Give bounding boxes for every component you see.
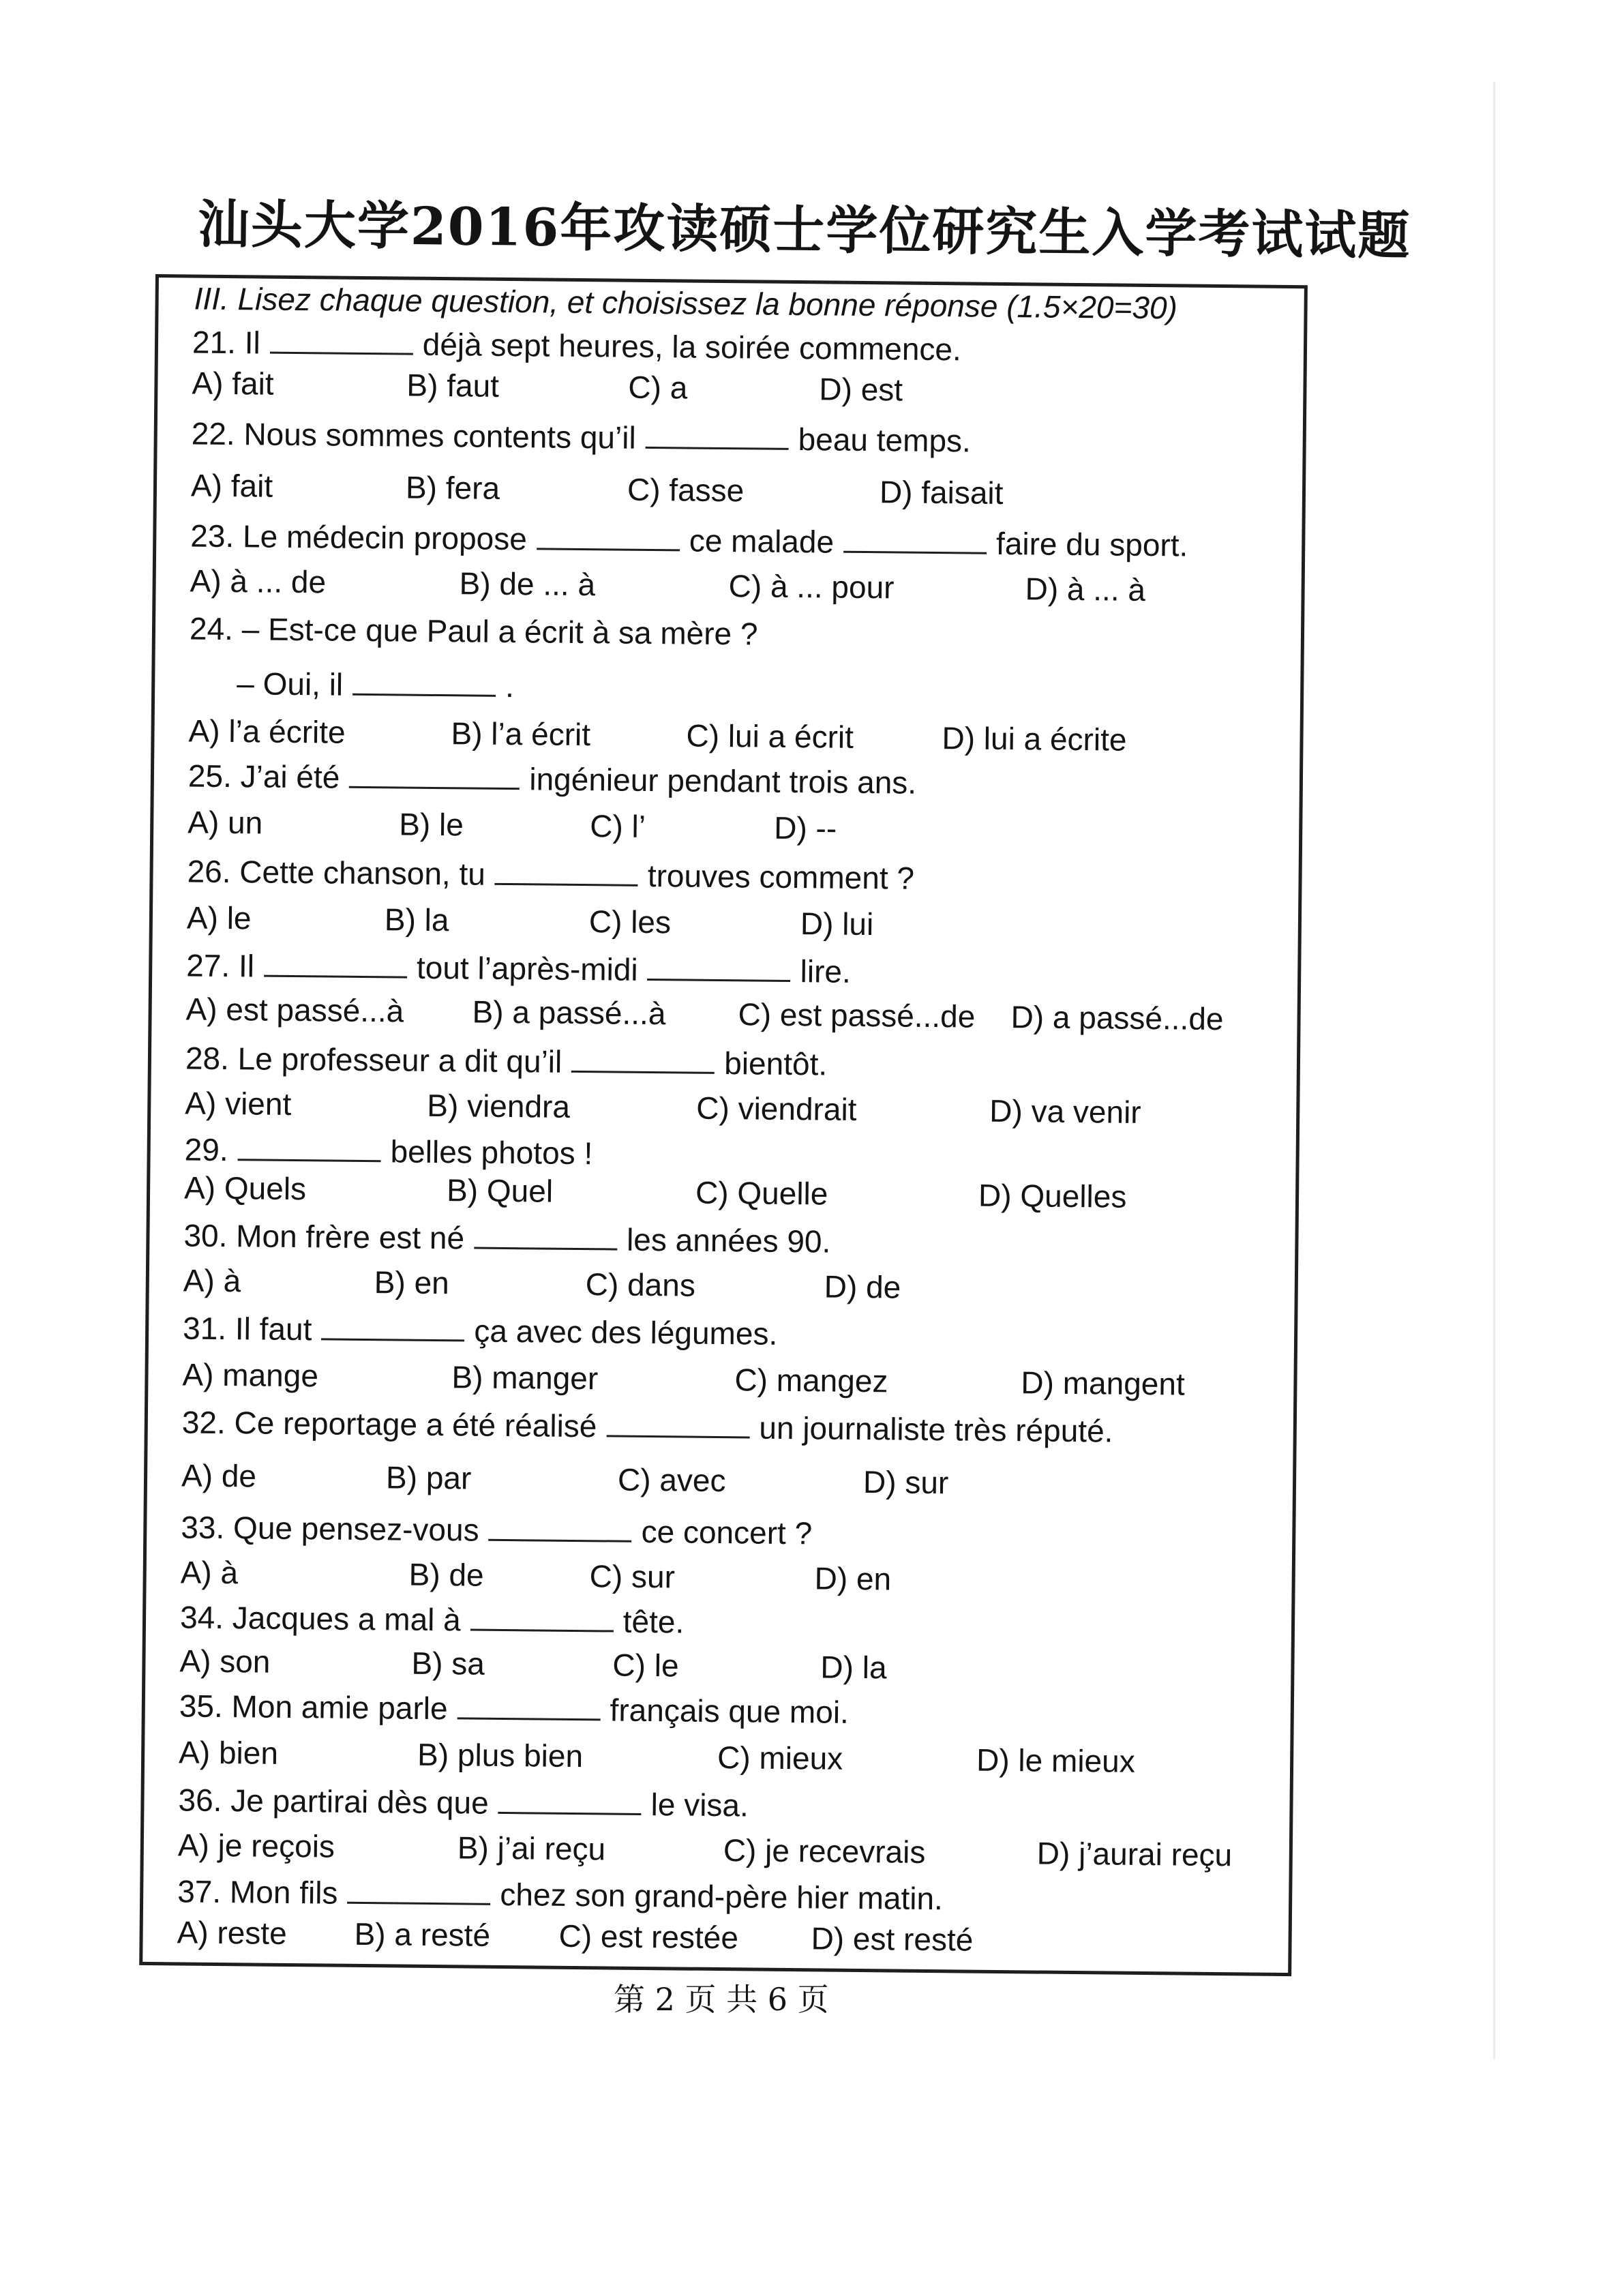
question-text: trouves comment ? <box>647 857 915 896</box>
question-text: 27. Il <box>186 947 255 984</box>
option-d: D) -- <box>774 809 837 846</box>
answer-blank <box>237 1135 380 1162</box>
answer-blank <box>352 670 496 697</box>
option-b: B) l’a écrit <box>451 715 591 753</box>
answer-blank <box>264 952 407 979</box>
question-text: – Oui, il <box>236 666 344 702</box>
question-30-options <box>183 1262 1261 1311</box>
question-37 <box>177 1873 943 1917</box>
answer-blank <box>270 329 413 355</box>
option-c: C) je recevrais <box>723 1832 926 1870</box>
option-d: D) va venir <box>989 1092 1141 1130</box>
option-d: D) la <box>820 1649 887 1686</box>
exam-title: 汕头大学2016年攻读硕士学位研究生入学考试试题 <box>197 194 1411 267</box>
option-c: C) est passé...de <box>738 996 976 1034</box>
option-b: B) de ... à <box>459 565 596 603</box>
option-d: D) a passé...de <box>1010 999 1224 1037</box>
option-a: A) fait <box>192 365 274 402</box>
question-text: 37. Mon fils <box>177 1873 338 1911</box>
option-b: B) sa <box>411 1645 485 1682</box>
question-21 <box>192 325 961 368</box>
answer-blank <box>646 423 789 450</box>
question-text: 24. – Est-ce que Paul a écrit à sa mère ? <box>189 610 758 652</box>
question-text: 22. Nous sommes contents qu’il <box>191 415 636 456</box>
question-26-options <box>187 899 1264 948</box>
option-b: B) manger <box>451 1359 599 1397</box>
question-text: belles photos ! <box>390 1133 593 1172</box>
question-33 <box>181 1509 812 1551</box>
question-text: un journaliste très réputé. <box>759 1410 1113 1449</box>
question-text: 21. Il <box>192 324 261 361</box>
question-22-options <box>191 468 1268 516</box>
option-d: D) est <box>819 371 903 408</box>
question-text: 28. Le professeur a dit qu’il <box>185 1040 562 1079</box>
option-b: B) plus bien <box>417 1736 584 1774</box>
answer-blank <box>498 1789 642 1815</box>
question-32-options <box>181 1457 1259 1506</box>
question-text: déjà sept heures, la soirée commence. <box>422 326 962 368</box>
question-text: . <box>505 668 515 704</box>
option-c: C) viendrait <box>696 1090 857 1127</box>
question-31 <box>183 1310 778 1352</box>
question-36-options <box>178 1827 1255 1875</box>
question-35-options <box>179 1734 1256 1783</box>
question-29-options <box>184 1169 1261 1218</box>
option-c: C) a <box>628 369 688 406</box>
option-a: A) bien <box>178 1734 279 1771</box>
option-c: C) les <box>588 904 672 940</box>
question-text: 25. J’ai été <box>187 758 340 795</box>
question-frame <box>139 274 1308 1976</box>
option-b: B) de <box>408 1556 484 1593</box>
question-text: 34. Jacques a mal à <box>179 1599 462 1638</box>
option-c: C) lui a écrit <box>686 717 854 755</box>
question-text: 36. Je partirai dès que <box>178 1782 489 1821</box>
option-a: A) l’a écrite <box>188 713 346 750</box>
question-23 <box>190 518 1188 564</box>
question-text: ingénieur pendant trois ans. <box>529 761 917 801</box>
option-b: B) la <box>384 901 449 938</box>
question-text: tout l’après-midi <box>416 949 638 987</box>
question-32 <box>182 1404 1113 1449</box>
scan-edge-line <box>1493 82 1495 2059</box>
question-text: ça avec des légumes. <box>474 1313 778 1352</box>
option-d: D) en <box>814 1560 892 1597</box>
question-text: les années 90. <box>626 1221 831 1259</box>
option-a: A) je reçois <box>177 1827 335 1864</box>
option-c: C) l’ <box>590 808 646 844</box>
question-text: faire du sport. <box>995 525 1188 563</box>
question-text: ce malade <box>689 522 835 560</box>
answer-blank <box>457 1694 600 1720</box>
option-d: D) lui a écrite <box>942 720 1127 758</box>
answer-blank <box>474 1224 617 1251</box>
option-d: D) j’aurai reçu <box>1036 1835 1233 1873</box>
option-b: B) le <box>399 806 464 843</box>
question-36 <box>178 1782 749 1823</box>
question-24 <box>190 611 758 653</box>
option-c: C) avec <box>617 1461 726 1499</box>
question-text: 35. Mon amie parle <box>179 1688 448 1727</box>
question-text: 30. Mon frère est né <box>183 1217 465 1256</box>
question-text: 33. Que pensez-vous <box>181 1509 479 1548</box>
option-a: A) fait <box>190 467 273 504</box>
question-26 <box>187 853 914 896</box>
option-b: B) j’ai reçu <box>457 1830 606 1867</box>
question-25-options <box>187 804 1265 852</box>
answer-blank <box>347 1879 490 1905</box>
answer-blank <box>488 1516 631 1542</box>
question-text: tête. <box>622 1603 685 1640</box>
option-c: C) est restée <box>558 1918 739 1956</box>
option-a: A) le <box>186 899 252 936</box>
question-28-options <box>185 1085 1262 1133</box>
answer-blank <box>321 1315 464 1341</box>
option-d: D) à ... à <box>1025 571 1146 608</box>
page-footer: 第 2 页 共 6 页 <box>614 1981 829 2018</box>
answer-blank <box>606 1412 749 1438</box>
question-text: le visa. <box>650 1787 749 1823</box>
question-34 <box>180 1599 685 1640</box>
answer-blank <box>537 524 680 551</box>
question-text: 23. Le médecin propose <box>190 518 528 557</box>
option-b: B) par <box>385 1459 472 1496</box>
option-b: B) fera <box>405 469 500 506</box>
question-text: 31. Il faut <box>182 1310 312 1347</box>
option-c: C) le <box>612 1647 679 1684</box>
option-d: D) de <box>824 1268 901 1305</box>
question-24-answer-line <box>237 666 514 704</box>
option-d: D) mangent <box>1021 1365 1186 1402</box>
option-a: A) à ... de <box>190 563 327 600</box>
option-c: C) mangez <box>734 1362 888 1399</box>
question-34-options <box>179 1643 1257 1691</box>
option-c: C) à ... pour <box>728 568 895 606</box>
option-d: D) lui <box>800 906 874 942</box>
option-a: A) à <box>183 1262 241 1299</box>
option-a: A) est passé...à <box>185 991 404 1029</box>
answer-blank <box>470 1606 614 1632</box>
question-text: beau temps. <box>798 421 972 459</box>
option-d: D) faisait <box>879 474 1004 511</box>
option-a: A) un <box>187 804 263 841</box>
option-b: B) Quel <box>446 1172 554 1209</box>
question-35 <box>179 1688 850 1730</box>
answer-blank <box>349 763 520 790</box>
question-text: français que moi. <box>610 1692 850 1730</box>
option-d: D) sur <box>862 1464 949 1501</box>
question-37-options <box>177 1914 1254 1963</box>
question-23-options <box>190 563 1267 612</box>
question-text: lire. <box>800 953 852 989</box>
answer-blank <box>571 1047 715 1074</box>
question-text: 32. Ce reportage a été réalisé <box>181 1404 597 1444</box>
question-27 <box>186 947 851 989</box>
question-33-options <box>180 1554 1257 1602</box>
question-text: bientôt. <box>724 1045 828 1082</box>
option-c: C) fasse <box>627 471 745 509</box>
question-27-options <box>185 991 1263 1039</box>
question-24-options <box>188 713 1265 761</box>
question-25 <box>188 758 917 801</box>
option-c: C) sur <box>589 1558 676 1595</box>
option-a: A) mange <box>182 1356 319 1394</box>
question-21-options <box>192 366 1269 414</box>
question-22 <box>192 416 972 460</box>
question-28 <box>185 1040 828 1082</box>
option-c: C) mieux <box>717 1740 843 1776</box>
answer-blank <box>843 528 987 554</box>
option-d: D) est resté <box>811 1920 974 1958</box>
question-text: 26. Cette chanson, tu <box>187 853 486 892</box>
option-d: D) le mieux <box>976 1742 1135 1779</box>
option-c: C) dans <box>585 1266 696 1303</box>
question-text: ce concert ? <box>641 1513 813 1551</box>
option-b: B) en <box>374 1264 450 1301</box>
option-a: A) son <box>179 1643 271 1680</box>
option-b: B) a passé...à <box>472 994 666 1032</box>
option-a: A) reste <box>177 1914 287 1951</box>
answer-blank <box>648 955 791 982</box>
section-header: III. Lisez chaque question, et choisissez la bonne réponse (1.5×20=30) <box>194 280 1178 326</box>
question-31-options <box>182 1356 1259 1405</box>
option-a: A) à <box>180 1554 239 1591</box>
option-a: A) Quels <box>183 1169 307 1207</box>
question-30 <box>183 1217 830 1259</box>
question-text: 29. <box>184 1131 228 1168</box>
option-b: B) viendra <box>427 1087 571 1124</box>
option-b: B) a resté <box>354 1915 491 1953</box>
question-text: chez son grand-père hier matin. <box>500 1876 944 1917</box>
option-a: A) de <box>181 1457 257 1494</box>
option-b: B) faut <box>406 367 500 404</box>
option-c: C) Quelle <box>695 1174 828 1212</box>
option-a: A) vient <box>185 1085 292 1122</box>
answer-blank <box>495 860 638 886</box>
question-29 <box>184 1131 592 1172</box>
option-d: D) Quelles <box>978 1177 1127 1214</box>
